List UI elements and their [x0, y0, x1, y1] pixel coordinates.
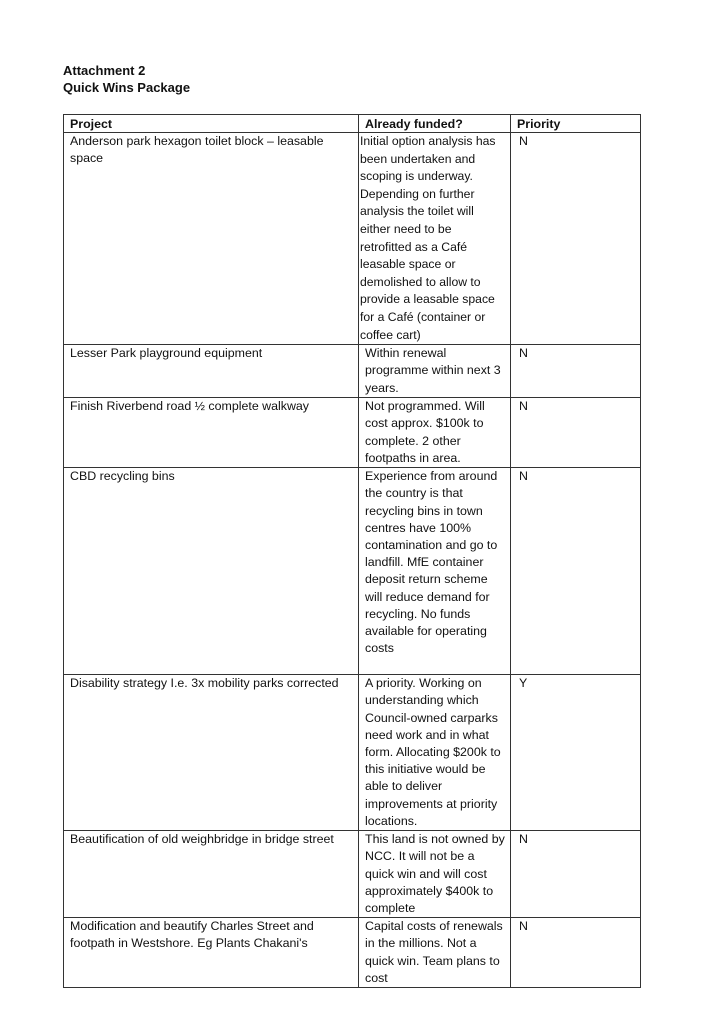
attachment-label: Attachment 2 [63, 63, 146, 78]
table-row [64, 345, 641, 398]
quick-wins-table [63, 114, 641, 988]
funded-cell: Not programmed. Will cost approx. $100k to complete. 2 other footpaths in area. [359, 398, 511, 468]
project-cell: Disability strategy I.e. 3x mobility parks corrected [64, 675, 359, 831]
table-header-row [64, 115, 641, 133]
table-row [64, 468, 641, 675]
priority-cell: Y [511, 675, 641, 831]
table-row [64, 398, 641, 468]
funded-cell: This land is not owned by NCC. It will not be a quick win and will cost approximately $400k to complete [359, 831, 511, 918]
priority-cell: N [511, 468, 641, 675]
project-cell: CBD recycling bins [64, 468, 359, 675]
priority-cell: N [511, 831, 641, 918]
package-title: Quick Wins Package [63, 80, 191, 95]
document-header [63, 62, 190, 96]
project-cell: Finish Riverbend road ½ complete walkway [64, 398, 359, 468]
project-column-header: Project [64, 115, 359, 133]
priority-cell: N [511, 133, 641, 345]
priority-column-header: Priority [511, 115, 641, 133]
table-row [64, 918, 641, 988]
funded-column-header: Already funded? [359, 115, 511, 133]
priority-cell: N [511, 918, 641, 988]
funded-cell: A priority. Working on understanding which Council-owned carparks need work and in what form. Allocating $200k to this initiative would be able to deliver improvements at priority locations. [359, 675, 511, 831]
table-row [64, 675, 641, 831]
project-cell: Anderson park hexagon toilet block – leasable space [64, 133, 359, 345]
funded-cell: Within renewal programme within next 3 years. [359, 345, 511, 398]
priority-cell: N [511, 345, 641, 398]
project-cell: Lesser Park playground equipment [64, 345, 359, 398]
table-row [64, 133, 641, 345]
funded-cell: Initial option analysis has been undertaken and scoping is underway. Depending on further analysis the toilet will either need to be retrofitted as a Café leasable space or demolished to allow to provide a leasable space for a Café (container or coffee cart) [359, 133, 511, 345]
table-row [64, 831, 641, 918]
project-cell: Beautification of old weighbridge in bridge street [64, 831, 359, 918]
priority-cell: N [511, 398, 641, 468]
funded-cell: Experience from around the country is that recycling bins in town centres have 100% contamination and go to landfill. MfE container deposit return scheme will reduce demand for recycling. No funds available for operating costs [359, 468, 511, 675]
project-cell: Modification and beautify Charles Street and footpath in Westshore. Eg Plants Chakani's [64, 918, 359, 988]
funded-cell: Capital costs of renewals in the millions. Not a quick win. Team plans to cost [359, 918, 511, 988]
